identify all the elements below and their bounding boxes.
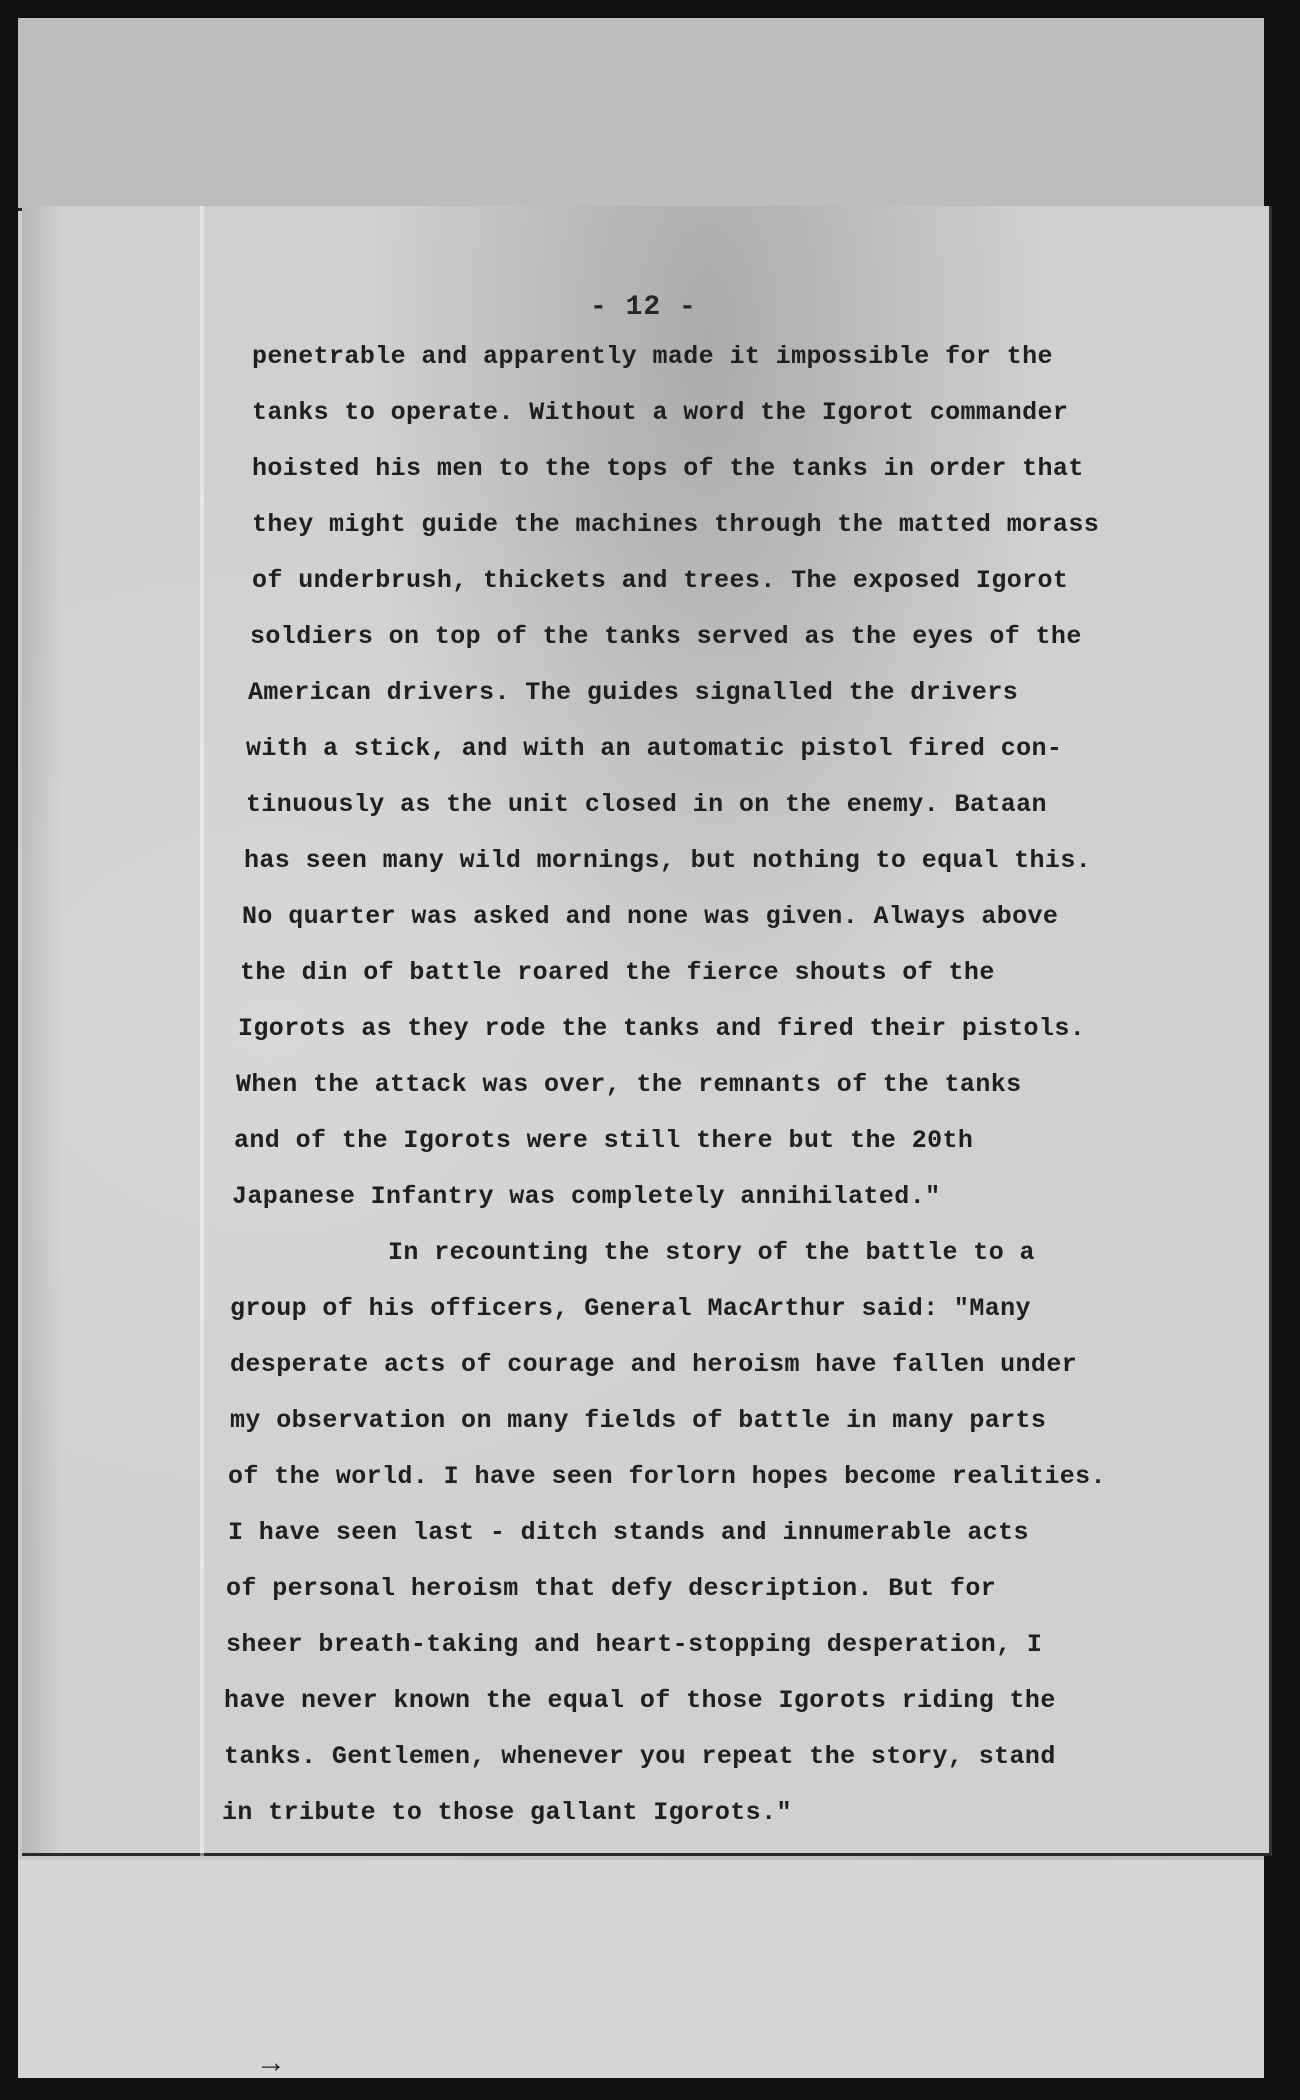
text-line: have never known the equal of those Igorots riding the <box>224 1686 1056 1715</box>
text-line: of personal heroism that defy description. But for <box>226 1574 997 1603</box>
text-line: of underbrush, thickets and trees. The exposed Igorot <box>252 566 1069 595</box>
text-line: Igorots as they rode the tanks and fired their pistols. <box>238 1014 1086 1043</box>
text-line: with a stick, and with an automatic pistol fired con- <box>246 734 1063 763</box>
text-line: and of the Igorots were still there but the 20th <box>234 1126 974 1155</box>
text-line: has seen many wild mornings, but nothing to equal this. <box>244 846 1092 875</box>
underlying-sheet <box>18 18 1264 211</box>
text-line: my observation on many fields of battle in many parts <box>230 1406 1047 1435</box>
text-line: of the world. I have seen forlorn hopes become realities. <box>228 1462 1106 1491</box>
text-line: When the attack was over, the remnants of the tanks <box>236 1070 1022 1099</box>
scan-mark: → <box>262 2048 281 2082</box>
text-line: sheer breath-taking and heart-stopping desperation, I <box>226 1630 1043 1659</box>
text-line: desperate acts of courage and heroism have fallen under <box>230 1350 1078 1379</box>
text-line: No quarter was asked and none was given. Always above <box>242 902 1059 931</box>
text-line: group of his officers, General MacArthur said: "Many <box>230 1294 1031 1323</box>
text-line: they might guide the machines through the matted morass <box>252 510 1100 539</box>
text-line: I have seen last - ditch stands and innumerable acts <box>228 1518 1029 1547</box>
text-line: tanks. Gentlemen, whenever you repeat the story, stand <box>224 1742 1056 1771</box>
text-line: tanks to operate. Without a word the Igorot commander <box>252 398 1069 427</box>
text-line: in tribute to those gallant Igorots." <box>222 1798 792 1827</box>
text-line: penetrable and apparently made it impossible for the <box>252 342 1053 371</box>
page-fold-highlight <box>200 206 204 1856</box>
text-line: hoisted his men to the tops of the tanks in order that <box>252 454 1084 483</box>
page-number: - 12 - <box>590 292 697 323</box>
text-line: In recounting the story of the battle to a <box>388 1238 1035 1267</box>
text-line: American drivers. The guides signalled the drivers <box>248 678 1019 707</box>
text-line: Japanese Infantry was completely annihilated." <box>232 1182 941 1211</box>
text-line: tinuously as the unit closed in on the enemy. Bataan <box>246 790 1047 819</box>
text-line: soldiers on top of the tanks served as the eyes of the <box>250 622 1082 651</box>
underlying-sheet-bottom <box>18 1860 1264 2078</box>
text-line: the din of battle roared the fierce shouts of the <box>240 958 995 987</box>
